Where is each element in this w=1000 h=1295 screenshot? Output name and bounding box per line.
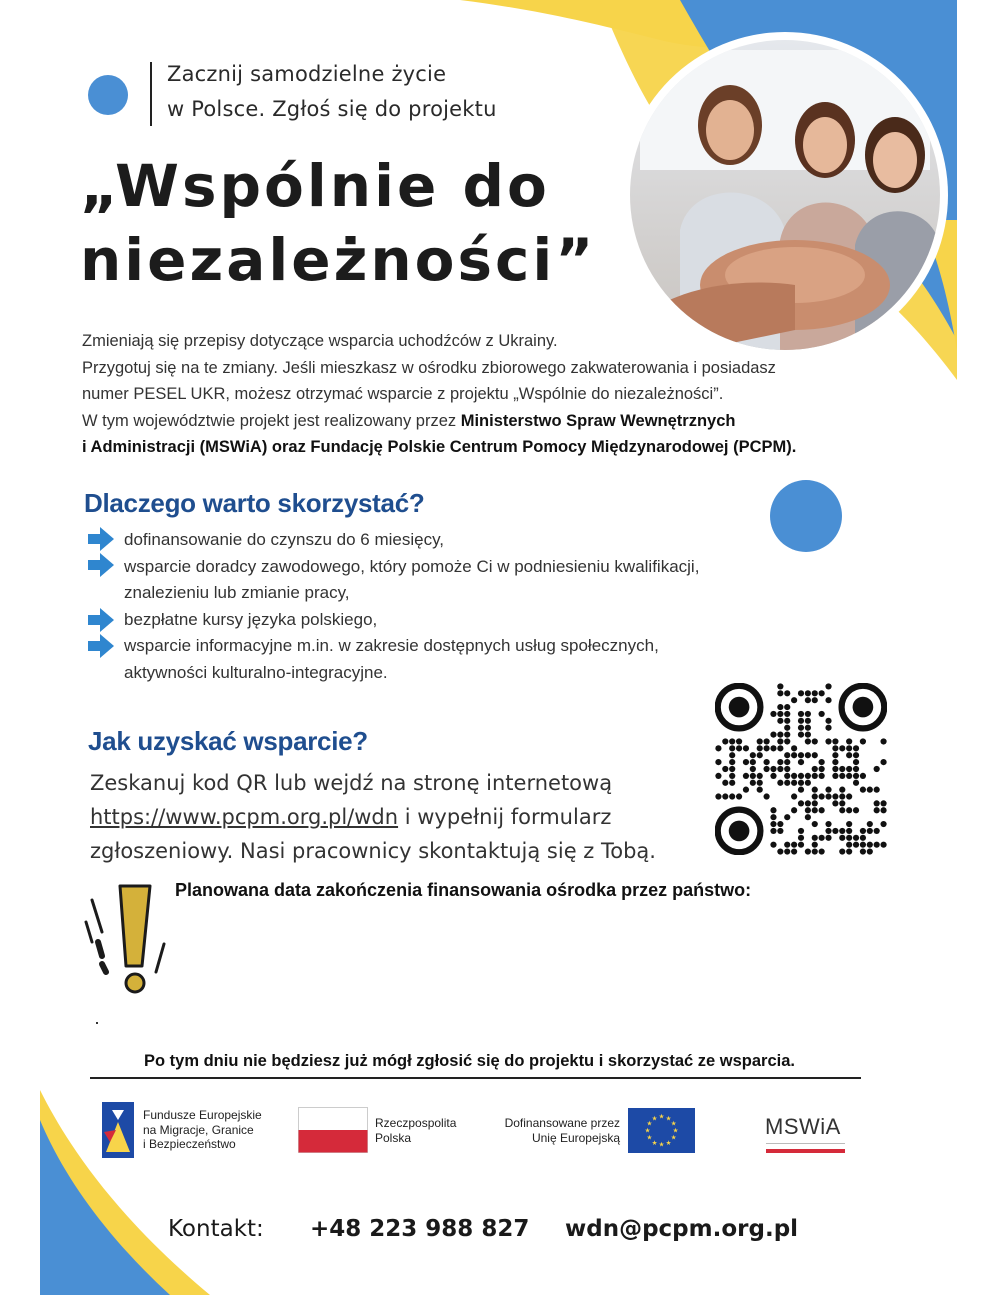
logo-line: Unię Europejską [531,1130,620,1145]
svg-text:★: ★ [651,1138,658,1147]
project-title-line-2: niezależności” [80,226,597,294]
svg-text:★: ★ [665,1138,672,1147]
exclamation-icon [80,880,170,1000]
list-item: aktywności kulturalno-integracyjne. [124,662,388,682]
contact-label: Kontakt: [168,1216,264,1242]
list-item: bezpłatne kursy języka polskiego, [124,609,378,629]
deadline-note: Po tym dniu nie będziesz już mógł zgłosić się do projektu i skorzystać ze wsparcia. [144,1052,796,1070]
eu-flag-icon [628,1108,695,1153]
paragraph-bold: Ministerstwo Spraw Wewnętrznych [460,411,736,430]
svg-text:★: ★ [646,1133,653,1142]
arrow-right-icon [88,634,114,658]
project-title-line-1: „Wspólnie do [80,152,550,220]
paragraph-text: W tym województwie projekt jest realizowany przez [82,411,461,430]
list-item: znalezieniu lub zmianie pracy, [124,583,350,602]
svg-text:★: ★ [646,1119,653,1128]
intro-paragraph [82,328,796,461]
qr-code[interactable] [715,683,887,855]
registration-link[interactable]: https://www.pcpm.org.pl/wdn [90,805,399,829]
intro-line-2: w Polsce. Zgłoś się do projektu [167,97,497,121]
poster [40,0,957,1295]
svg-text:★: ★ [672,1126,679,1135]
list-item: wsparcie informacyjne m.in. w zakresie dostępnych usług społecznych, [124,636,659,655]
list-item: dofinansowanie do czynszu do 6 miesięcy, [124,530,445,549]
paragraph-line: Zmieniają się przepisy dotyczące wsparcia uchodźców z Ukrainy. [82,332,558,350]
svg-text:★: ★ [670,1119,677,1128]
paragraph-line: numer PESEL UKR, możesz otrzymać wsparcie z projektu „Wspólnie do niezależności”. [82,385,724,403]
svg-text:★: ★ [670,1133,677,1142]
why-heading: Dlaczego warto skorzystać? [84,488,425,518]
how-text-rest: i wypełnij formularz [398,805,612,829]
paragraph-line [82,408,796,435]
eu-logo-text [482,1116,620,1145]
blue-dot-small [88,75,128,115]
logo-line: Dofinansowane przez [504,1116,620,1130]
svg-text:★: ★ [658,1140,665,1149]
team-photo [620,30,950,360]
fundusze-logo-text [143,1108,262,1152]
deadline-label: Planowana data zakończenia finansowania ośrodka przez państwo: [175,880,752,900]
contact-phone[interactable]: +48 223 988 827 [310,1216,530,1242]
how-heading: Jak uzyskać wsparcie? [88,726,368,756]
arrow-right-icon [88,608,114,632]
list-item: wsparcie doradcy zawodowego, który pomoże Ci w podniesieniu kwalifikacji, [124,556,700,576]
svg-text:★: ★ [644,1126,651,1135]
logo-line: na Migracje, Granice [143,1122,254,1137]
intro-line-1: Zacznij samodzielne życie [167,62,447,86]
how-text [90,766,656,868]
how-line [90,800,656,834]
paragraph-line: Przygotuj się na te zmiany. Jeśli mieszkasz w ośrodku zbiorowego zakwaterowania i posiadasz [82,358,776,377]
how-line: zgłoszeniowy. Nasi pracownicy skontaktują się z Tobą. [90,839,656,863]
svg-text:★: ★ [658,1112,665,1121]
poland-flag-icon [298,1107,368,1153]
logo-line: Polska [375,1130,412,1145]
how-line: Zeskanuj kod QR lub wejdź na stronę internetową [90,771,613,795]
blue-dot-large [770,480,842,552]
benefits-list [124,527,699,686]
svg-text:★: ★ [665,1114,672,1123]
dot-mark [96,1022,98,1024]
mswia-red-stripe [766,1149,845,1153]
divider-line [90,1077,861,1079]
svg-text:★: ★ [651,1114,658,1123]
mswia-white-stripe [766,1143,845,1147]
fundusze-logo-icon [102,1102,134,1158]
rp-logo-text [375,1116,456,1145]
intro-divider [150,62,152,126]
contact-email[interactable]: wdn@pcpm.org.pl [565,1216,799,1242]
logo-line: i Bezpieczeństwo [143,1137,236,1151]
logo-line: Rzeczpospolita [375,1116,457,1130]
logo-line: Fundusze Europejskie [143,1108,262,1122]
arrow-right-icon [88,527,114,551]
paragraph-line [82,434,796,461]
arrow-right-icon [88,553,114,577]
mswia-logo-text: MSWiA [765,1114,841,1139]
paragraph-bold: i Administracji (MSWiA) oraz Fundację Polskie Centrum Pomocy Międzynarodowej (PCPM). [82,438,797,456]
